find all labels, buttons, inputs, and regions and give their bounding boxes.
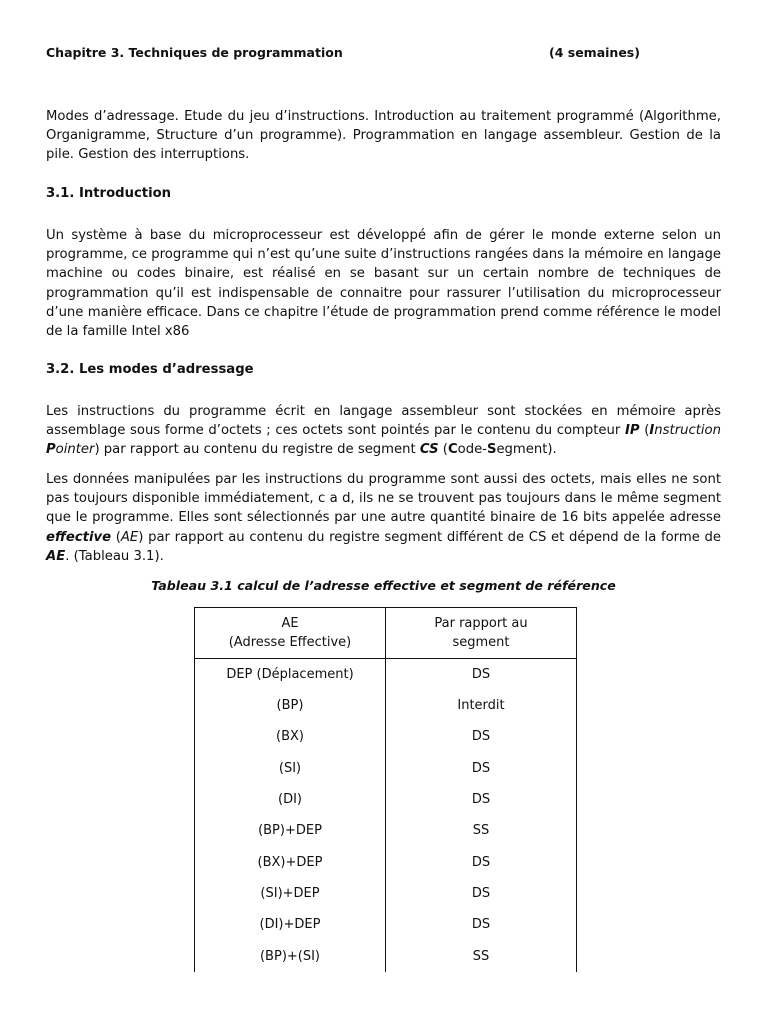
text-run: ( [111,529,121,545]
table-row [195,909,577,940]
cs-initial-s: S [486,442,497,458]
cell-segment: DS [386,753,577,784]
chapter-title: Chapitre 3. Techniques de programmation [46,45,343,60]
cell-segment: DS [386,878,577,909]
table-row [195,784,577,815]
cs-initial-c: C [447,442,458,458]
ae-term-bold: AE [46,548,66,564]
table-row [195,878,577,909]
cell-ae: (BP) [195,690,386,721]
table-row [195,753,577,784]
cell-ae: (BP)+DEP [195,815,386,846]
cell-ae: (DI)+DEP [195,909,386,940]
cell-ae: (BX) [195,721,386,752]
section-heading-addressing-modes: 3.2. Les modes d’adressage [46,362,254,377]
text-run: ode- [457,442,487,458]
cell-ae: (BP)+(SI) [195,940,386,971]
header-segment [386,608,577,659]
introduction-paragraph: Un système à base du microprocesseur est développé afin de gérer le monde externe selon un programme, ce programme qui n’est qu’une suite d’instructions rangées dans la mémoire en langage machine ou codes binaire, est réalisé en se basant sur un certain nombre de techniques de programmation qu’il est indispensable de connaitre pour rassurer l’utilisation du microprocesseur d’une manière efficace. Dans ce chapitre l’étude de programmation prend comme référence le model de la famille Intel x86 [46,228,721,340]
cell-segment: DS [386,784,577,815]
cell-segment: DS [386,721,577,752]
cell-ae: DEP (Déplacement) [195,659,386,691]
text-run: ointer [55,442,95,458]
header-ae-line1: AE [281,616,299,631]
chapter-header [46,45,721,60]
header-ae [195,608,386,659]
cell-ae: (BX)+DEP [195,846,386,877]
ip-initial-i: I [649,423,655,439]
text-run: nstruction [654,423,721,439]
text-run: ( [438,442,448,458]
cell-segment: DS [386,659,577,691]
table-row [195,659,577,691]
cell-ae: (SI)+DEP [195,878,386,909]
cell-ae: (SI) [195,753,386,784]
cell-segment: SS [386,940,577,971]
effective-term: effective [46,529,112,545]
text-run: ( [639,423,650,439]
header-segment-line2: segment [452,635,510,650]
address-table [194,607,577,972]
cell-segment: DS [386,846,577,877]
header-ae-line2: (Adresse Effective) [228,635,352,650]
section-heading-introduction: 3.1. Introduction [46,186,172,201]
table-header-row [195,608,577,659]
intro-paragraph: Modes d’adressage. Etude du jeu d’instructions. Introduction au traitement programmé (Algorithme, Organigramme, Structure d’un programme). Programmation en langage assembleur. Gestion de la pile. Gestion des interruptions. [46,109,721,163]
cell-segment: Interdit [386,690,577,721]
header-segment-line1: Par rapport au [434,616,528,631]
table-row [195,815,577,846]
table-row [195,721,577,752]
text-run: egment). [496,442,557,458]
text-run: ) par rapport au contenu du registre de segment [94,442,420,458]
cell-ae: (DI) [195,784,386,815]
table-caption: Tableau 3.1 calcul de l’adresse effective et segment de référence [151,578,616,593]
table-row [195,940,577,971]
text-run: Les instructions du programme écrit en langage assembleur sont stockées en mémoire après assemblage sous forme d’octets ; ces octets sont pointés par le contenu du compteur [46,404,721,439]
chapter-duration: (4 semaines) [549,45,640,60]
ip-term: IP [624,423,640,439]
text-run: ) par rapport au contenu du registre segment différent de CS et dépend de la forme de [138,529,721,545]
addressing-paragraph-2 [46,470,721,566]
cs-term: CS [419,442,439,458]
cell-segment: SS [386,815,577,846]
table-row [195,846,577,877]
cell-segment: DS [386,909,577,940]
table-row [195,690,577,721]
ae-term: AE [120,529,139,545]
ip-initial-p: P [46,442,56,458]
text-run: . (Tableau 3.1). [65,548,164,564]
text-run: Les données manipulées par les instructions du programme sont aussi des octets, mais elles ne sont pas toujours disponible immédiatement, c a d, ils ne se trouvent pas toujours dans le même segment que le programme. Elles sont sélectionnés par une autre quantité binaire de 16 bits appelée adresse [46,472,721,526]
addressing-paragraph-1 [46,402,721,460]
